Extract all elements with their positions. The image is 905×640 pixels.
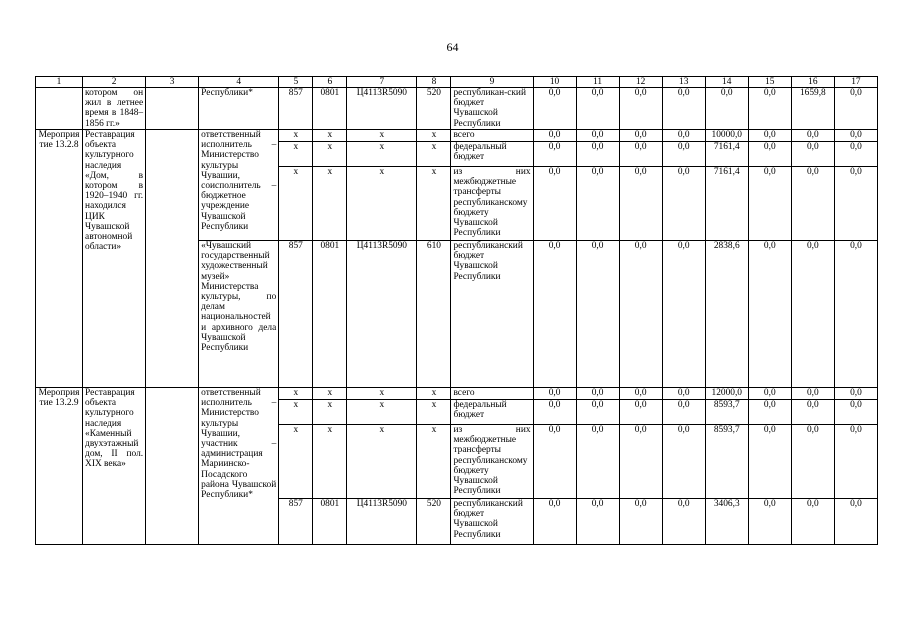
budget-source-cell: всего — [451, 388, 533, 400]
column-header: 15 — [748, 77, 791, 88]
value-cell: 0,0 — [748, 130, 791, 142]
budget-source-cell: республикан-ский бюджет Чувашской Республики — [451, 88, 533, 130]
table-cell: Ц4113R5090 — [347, 499, 417, 545]
value-cell: 0,0 — [791, 241, 834, 388]
value-cell: 0,0 — [619, 142, 662, 167]
value-cell: 10000,0 — [705, 130, 748, 142]
value-cell: 0,0 — [619, 167, 662, 241]
value-cell: 0,0 — [533, 499, 576, 545]
table-cell: x — [417, 130, 451, 142]
column-header: 4 — [199, 77, 279, 88]
continuation-row — [36, 88, 878, 130]
table-cell: x — [313, 400, 347, 425]
value-cell: 0,0 — [791, 167, 834, 241]
column-header: 11 — [576, 77, 619, 88]
value-cell: 0,0 — [748, 167, 791, 241]
column-header: 17 — [834, 77, 877, 88]
table-cell: x — [347, 388, 417, 400]
budget-source-cell: всего — [451, 130, 533, 142]
budget-source-cell: республиканский бюджет Чувашской Республики — [451, 241, 533, 388]
table-cell: x — [347, 142, 417, 167]
value-cell: 7161,4 — [705, 167, 748, 241]
value-cell: 0,0 — [533, 167, 576, 241]
column-header: 8 — [417, 77, 451, 88]
value-cell: 0,0 — [576, 130, 619, 142]
value-cell: 0,0 — [533, 88, 576, 130]
column-header: 3 — [146, 77, 199, 88]
table-cell: x — [417, 425, 451, 499]
table-cell: 0801 — [313, 241, 347, 388]
value-cell: 0,0 — [533, 130, 576, 142]
executor-cell: ответственный исполнитель – Министерство культуры Чувашии, соисполнитель – бюджетное учреждение Чувашской Республики — [199, 130, 279, 241]
table-cell: x — [279, 130, 313, 142]
column-header: 14 — [705, 77, 748, 88]
value-cell: 0,0 — [748, 499, 791, 545]
value-cell: 0,0 — [748, 388, 791, 400]
value-cell: 0,0 — [662, 425, 705, 499]
value-cell: 0,0 — [576, 400, 619, 425]
value-cell: 12000,0 — [705, 388, 748, 400]
table-cell: Ц4113R5090 — [347, 241, 417, 388]
value-cell: 0,0 — [834, 241, 877, 388]
value-cell: 0,0 — [619, 400, 662, 425]
value-cell: 8593,7 — [705, 425, 748, 499]
value-cell: 0,0 — [619, 130, 662, 142]
table-cell: 857 — [279, 241, 313, 388]
table-cell: Ц4113R5090 — [347, 88, 417, 130]
table-cell — [146, 88, 199, 130]
table-cell: 610 — [417, 241, 451, 388]
table-cell: x — [417, 142, 451, 167]
column-header: 13 — [662, 77, 705, 88]
value-cell: 0,0 — [748, 425, 791, 499]
budget-source-cell: федеральный бюджет — [451, 142, 533, 167]
value-cell: 0,0 — [834, 388, 877, 400]
column-header: 10 — [533, 77, 576, 88]
table-cell: x — [347, 425, 417, 499]
column-header: 9 — [451, 77, 533, 88]
value-cell: 0,0 — [662, 388, 705, 400]
budget-source-cell: республиканский бюджет Чувашской Республики — [451, 499, 533, 545]
table-cell: x — [417, 167, 451, 241]
value-cell: 1659,8 — [791, 88, 834, 130]
value-cell: 0,0 — [576, 241, 619, 388]
value-cell: 0,0 — [662, 400, 705, 425]
table-cell — [146, 130, 199, 388]
value-cell: 0,0 — [662, 142, 705, 167]
table-cell: x — [417, 388, 451, 400]
column-header: 6 — [313, 77, 347, 88]
value-cell: 0,0 — [791, 130, 834, 142]
measure-title-cell: Мероприятие 13.2.9 — [36, 388, 83, 545]
executor-cell: Республики* — [199, 88, 279, 130]
budget-source-cell: из них межбюджетные трансферты республиканскому бюджету Чувашской Республики — [451, 425, 533, 499]
table-cell: x — [279, 400, 313, 425]
value-cell: 0,0 — [791, 388, 834, 400]
value-cell: 0,0 — [748, 400, 791, 425]
table-row — [36, 388, 878, 400]
value-cell: 0,0 — [533, 388, 576, 400]
object-name-cell: Реставрация объекта культурного наследия «Дом, в котором в 1920–1940 гг. находился ЦИК Чувашской автономной области» — [83, 130, 146, 388]
value-cell: 0,0 — [748, 241, 791, 388]
value-cell: 0,0 — [576, 142, 619, 167]
value-cell: 0,0 — [662, 167, 705, 241]
value-cell: 0,0 — [834, 499, 877, 545]
column-header: 1 — [36, 77, 83, 88]
value-cell: 3406,3 — [705, 499, 748, 545]
table-cell: 0801 — [313, 88, 347, 130]
value-cell: 8593,7 — [705, 400, 748, 425]
value-cell: 0,0 — [619, 425, 662, 499]
measure-title-cell: Мероприятие 13.2.8 — [36, 130, 83, 388]
table-cell: x — [313, 388, 347, 400]
value-cell: 0,0 — [576, 425, 619, 499]
value-cell: 0,0 — [619, 499, 662, 545]
value-cell: 0,0 — [834, 88, 877, 130]
value-cell: 0,0 — [834, 425, 877, 499]
table-row — [36, 130, 878, 142]
column-header: 16 — [791, 77, 834, 88]
budget-source-cell: федеральный бюджет — [451, 400, 533, 425]
column-header: 2 — [83, 77, 146, 88]
table-cell: 520 — [417, 499, 451, 545]
value-cell: 0,0 — [791, 499, 834, 545]
value-cell: 0,0 — [791, 425, 834, 499]
executor-cell: ответственный исполнитель – Министерство культуры Чувашии, участник – администрация Мариинско-Посадского района Чувашской Республики* — [199, 388, 279, 545]
table-cell: x — [279, 142, 313, 167]
value-cell: 0,0 — [619, 88, 662, 130]
value-cell: 0,0 — [662, 499, 705, 545]
value-cell: 0,0 — [748, 142, 791, 167]
value-cell: 0,0 — [791, 142, 834, 167]
value-cell: 0,0 — [576, 167, 619, 241]
value-cell: 0,0 — [662, 241, 705, 388]
measure-cell — [36, 88, 83, 130]
value-cell: 0,0 — [834, 167, 877, 241]
table-cell: 857 — [279, 88, 313, 130]
value-cell: 0,0 — [533, 142, 576, 167]
object-name-cell: котором он жил в летнее время в 1848–1856 гг.» — [83, 88, 146, 130]
value-cell: 0,0 — [576, 499, 619, 545]
value-cell: 0,0 — [576, 388, 619, 400]
value-cell: 0,0 — [619, 241, 662, 388]
table-cell: 520 — [417, 88, 451, 130]
value-cell: 0,0 — [791, 400, 834, 425]
value-cell: 0,0 — [834, 130, 877, 142]
value-cell: 0,0 — [662, 130, 705, 142]
value-cell: 0,0 — [576, 88, 619, 130]
program-table — [35, 76, 878, 545]
executor-cell: «Чувашский государственный художественный музей» Министерства культуры, по делам национальностей и архивного дела Чувашской Республики — [199, 241, 279, 388]
table-cell: x — [347, 167, 417, 241]
table-cell: x — [313, 425, 347, 499]
value-cell: 0,0 — [834, 142, 877, 167]
value-cell: 0,0 — [619, 388, 662, 400]
table-cell — [146, 388, 199, 545]
table-cell: 0801 — [313, 499, 347, 545]
column-header: 5 — [279, 77, 313, 88]
table-cell: x — [347, 400, 417, 425]
value-cell: 0,0 — [533, 241, 576, 388]
column-header: 12 — [619, 77, 662, 88]
page-number: 64 — [446, 40, 459, 54]
table-cell: x — [313, 167, 347, 241]
table-cell: x — [417, 400, 451, 425]
column-header: 7 — [347, 77, 417, 88]
value-cell: 0,0 — [748, 88, 791, 130]
object-name-cell: Реставрация объекта культурного наследия «Каменный двухэтажный дом, II пол. XIX века» — [83, 388, 146, 545]
table-cell: x — [313, 130, 347, 142]
value-cell: 0,0 — [705, 88, 748, 130]
table-cell: x — [279, 388, 313, 400]
value-cell: 0,0 — [533, 400, 576, 425]
value-cell: 0,0 — [533, 425, 576, 499]
header-row — [36, 77, 878, 88]
table-cell: x — [279, 167, 313, 241]
table-cell: x — [313, 142, 347, 167]
table-cell: x — [347, 130, 417, 142]
table-cell: x — [279, 425, 313, 499]
value-cell: 2838,6 — [705, 241, 748, 388]
value-cell: 7161,4 — [705, 142, 748, 167]
value-cell: 0,0 — [662, 88, 705, 130]
budget-source-cell: из них межбюджетные трансферты республиканскому бюджету Чувашской Республики — [451, 167, 533, 241]
value-cell: 0,0 — [834, 400, 877, 425]
table-cell: 857 — [279, 499, 313, 545]
